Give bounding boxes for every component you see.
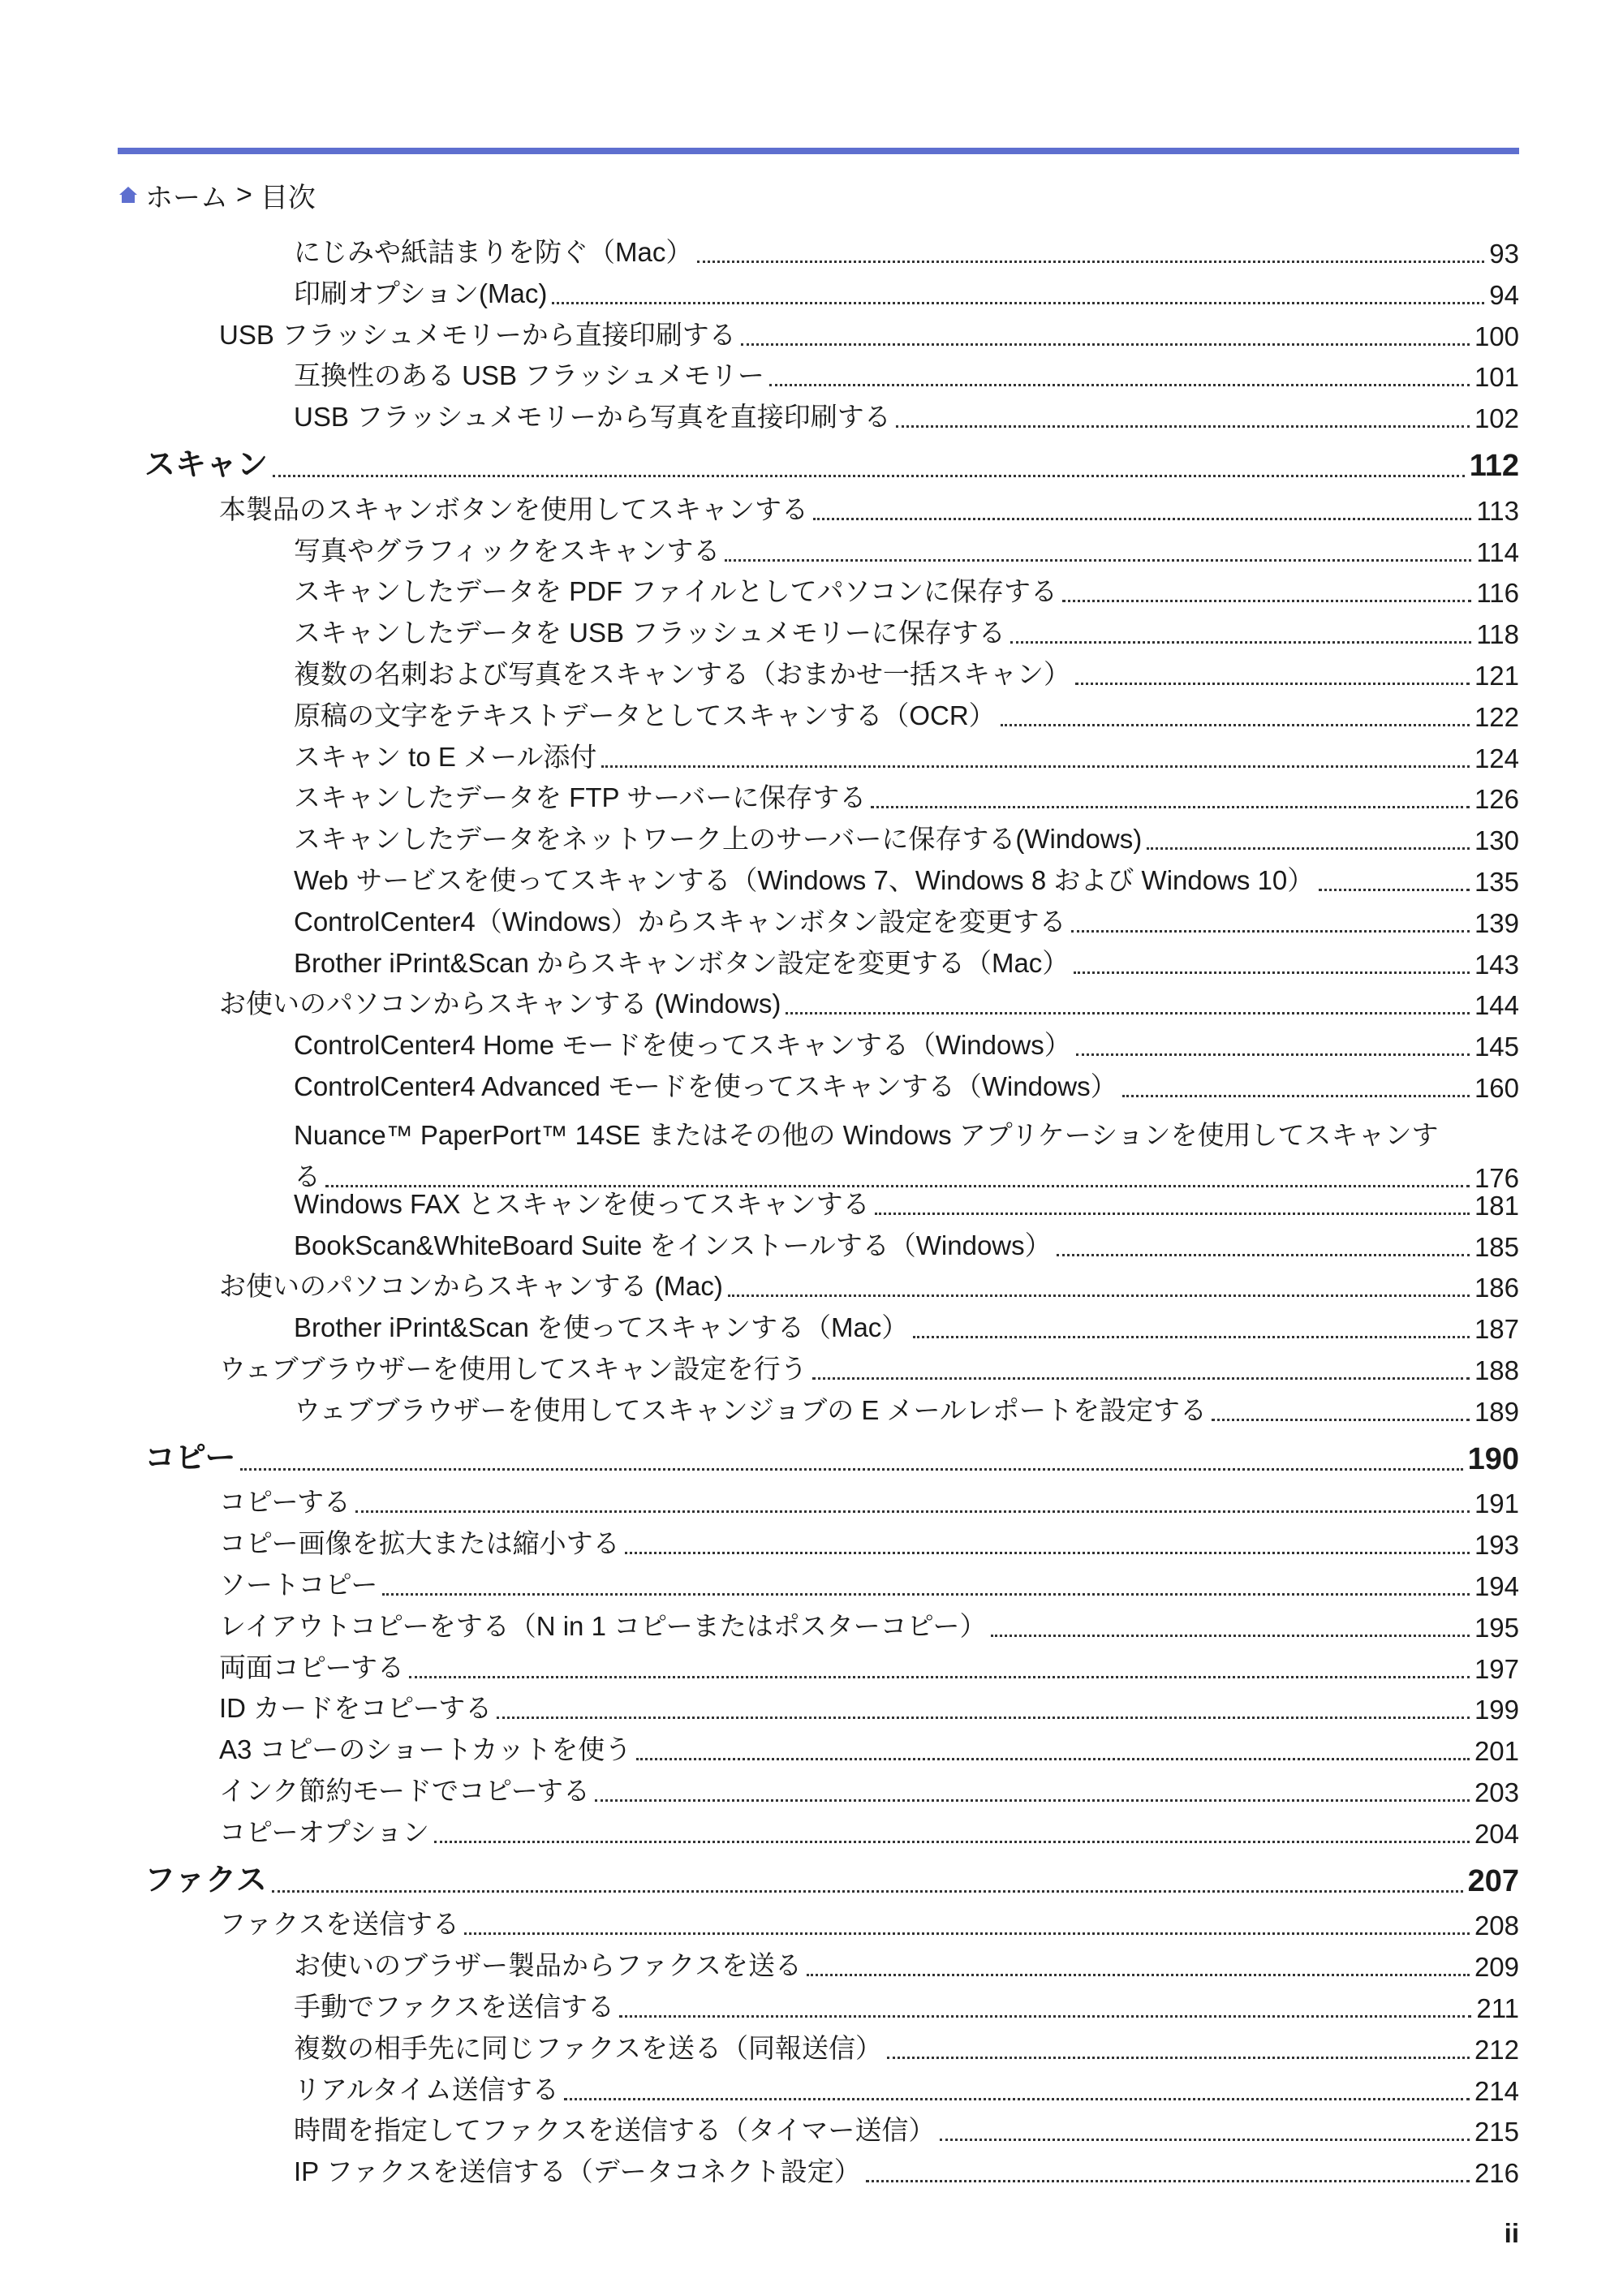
page-number: ii (1504, 2218, 1519, 2248)
dot-leader (625, 1552, 1470, 1554)
toc-entry-page: 116 (1476, 578, 1519, 609)
toc-entry-page: 94 (1489, 279, 1519, 310)
toc-chapter[interactable] (144, 1862, 1519, 1899)
dot-leader (807, 1974, 1470, 1976)
dot-leader (564, 2098, 1470, 2100)
toc-entry-page: 216 (1474, 2158, 1519, 2189)
toc-entry-page: 118 (1476, 619, 1519, 650)
toc-entry-title: スキャン to E メール添付 (294, 741, 597, 772)
toc-entry-page: 214 (1474, 2075, 1519, 2106)
toc-entry[interactable] (294, 1949, 1519, 1983)
toc-entry[interactable] (294, 1990, 1519, 2024)
toc-entry-title: BookScan&WhiteBoard Suite をインストールする（Windows） (294, 1230, 1052, 1260)
header-rule (118, 148, 1519, 154)
dot-leader (619, 2015, 1471, 2018)
toc-entry-page: 126 (1474, 784, 1519, 815)
toc-entry-title: スキャンしたデータを PDF ファイルとしてパソコンに保存する (294, 576, 1058, 607)
toc-entry[interactable] (294, 2031, 1519, 2066)
toc-entry-page: 189 (1474, 1396, 1519, 1427)
toc-entry-title: ウェブブラウザーを使用してスキャン設定を行う (219, 1353, 807, 1384)
breadcrumb-separator: > (236, 179, 252, 210)
toc-entry-title: A3 コピーのショートカットを使う (219, 1734, 632, 1765)
toc-entry[interactable] (294, 359, 1519, 393)
toc-entry[interactable] (219, 987, 1519, 1021)
toc-entry[interactable] (294, 2113, 1519, 2147)
toc-entry-title: Web サービスを使ってスキャンする（Windows 7、Windows 8 および Windows 10） (294, 865, 1315, 895)
toc-entry-page: 160 (1474, 1073, 1519, 1103)
toc-entry-title: にじみや紙詰まりを防ぐ（Mac） (294, 237, 693, 267)
toc-entry-title: 原稿の文字をテキストデータとしてスキャンする（OCR） (294, 700, 996, 730)
toc-entry-page: 215 (1474, 2117, 1519, 2147)
toc-entry-title: Windows FAX とスキャンを使ってスキャンする (294, 1188, 870, 1219)
dot-leader (866, 2180, 1470, 2182)
toc-entry-title: リアルタイム送信する (294, 2074, 559, 2104)
toc-entry[interactable] (294, 781, 1519, 815)
toc-entry-title: 時間を指定してファクスを送信する（タイマー送信） (294, 2115, 936, 2146)
toc-entry[interactable] (294, 1229, 1519, 1263)
toc-entry[interactable] (294, 1070, 1519, 1104)
dot-leader (728, 1294, 1470, 1297)
toc-entry[interactable] (219, 318, 1519, 352)
dot-leader (1319, 889, 1470, 891)
toc-entry-page: 112 (1469, 449, 1519, 483)
toc-entry-title: スキャンしたデータを USB フラッシュメモリーに保存する (294, 618, 1005, 648)
dot-leader (1076, 1053, 1470, 1056)
toc-entry-title: ControlCenter4 Home モードを使ってスキャンする（Windows） (294, 1030, 1071, 1061)
toc-entry[interactable] (294, 1394, 1519, 1428)
toc-entry-title: レイアウトコピーをする（N in 1 コピーまたはポスターコピー） (219, 1610, 987, 1641)
toc-entry-page: 122 (1474, 701, 1519, 732)
toc-entry-title: ファクスを送信する (219, 1909, 460, 1940)
dot-leader (434, 1841, 1470, 1843)
toc-entry[interactable] (219, 1651, 1519, 1685)
toc-entry[interactable] (294, 1311, 1519, 1345)
toc-entry-page: 121 (1474, 661, 1519, 691)
toc-entry-page: 188 (1474, 1355, 1519, 1385)
toc-entry-title: スキャンしたデータをネットワーク上のサーバーに保存する(Windows) (294, 824, 1143, 855)
toc-entry-page: 187 (1474, 1314, 1519, 1345)
toc-entry[interactable] (294, 905, 1519, 939)
toc-entry[interactable] (294, 699, 1519, 733)
toc-entry-title: ソートコピー (219, 1569, 378, 1600)
breadcrumb (118, 177, 316, 213)
toc-entry[interactable] (219, 1907, 1519, 1941)
toc-entry[interactable] (219, 1774, 1519, 1808)
dot-leader (1010, 641, 1472, 644)
toc-entry[interactable] (294, 740, 1519, 774)
toc-entry-title: IP ファクスを送信する（データコネクト設定） (294, 2156, 861, 2187)
toc-entry-page: 194 (1474, 1570, 1519, 1601)
toc-entry[interactable] (219, 1691, 1519, 1725)
toc-entry-title: コピー (144, 1441, 236, 1475)
toc-entry[interactable] (219, 1269, 1519, 1303)
toc-entry-page: 191 (1474, 1488, 1519, 1519)
dot-leader (382, 1593, 1470, 1596)
toc-entry[interactable] (294, 575, 1519, 609)
toc-entry[interactable] (294, 534, 1519, 568)
dot-leader (871, 806, 1470, 808)
dot-leader (769, 384, 1470, 386)
toc-entry[interactable] (294, 277, 1519, 311)
toc-entry-page: 212 (1474, 2034, 1519, 2065)
dot-leader (940, 2139, 1470, 2141)
toc-entry-page: 113 (1476, 495, 1519, 526)
dot-leader (1071, 930, 1470, 933)
dot-leader (786, 1012, 1470, 1014)
toc-entry-page: 100 (1474, 321, 1519, 351)
toc-entry-page: 101 (1474, 362, 1519, 393)
toc-entry-page: 93 (1489, 239, 1519, 269)
toc-entry-title: コピー画像を拡大または縮小する (219, 1528, 620, 1559)
dot-leader (595, 1799, 1470, 1802)
dot-leader (1062, 600, 1471, 602)
toc-entry[interactable] (294, 822, 1519, 856)
dot-leader (812, 1377, 1470, 1380)
dot-leader (552, 302, 1484, 304)
dot-leader (741, 343, 1470, 346)
toc-entry-title: インク節約モードでコピーする (219, 1775, 591, 1806)
toc-entry-title: ファクス (144, 1863, 267, 1898)
dot-leader (913, 1336, 1470, 1338)
toc-entry[interactable] (294, 1028, 1519, 1062)
breadcrumb-current: 目次 (260, 182, 316, 213)
toc-entry-page: 130 (1474, 825, 1519, 856)
toc-entry-title: スキャンしたデータを FTP サーバーに保存する (294, 782, 867, 813)
dot-leader (355, 1510, 1470, 1513)
toc-chapter[interactable] (144, 446, 1519, 484)
toc-entry[interactable] (294, 235, 1519, 269)
toc-entry-title: 複数の名刺および写真をスキャンする（おまかせ一括スキャン） (294, 659, 1070, 689)
dot-leader (409, 1676, 1470, 1678)
toc-entry-title: コピーオプション (219, 1816, 430, 1847)
toc-entry[interactable] (294, 2073, 1519, 2107)
toc-entry-title: スキャン (144, 448, 269, 482)
toc-entry-page: 195 (1474, 1612, 1519, 1643)
toc-entry-page: 144 (1474, 990, 1519, 1021)
toc-entry[interactable] (219, 1609, 1519, 1643)
toc-entry[interactable] (294, 946, 1519, 980)
dot-leader (636, 1758, 1470, 1760)
dot-leader (887, 2057, 1470, 2059)
dot-leader (1057, 1254, 1470, 1256)
dot-leader (1075, 683, 1470, 685)
dot-leader (601, 765, 1470, 768)
dot-leader (725, 559, 1471, 562)
toc-chapter[interactable] (144, 1440, 1519, 1477)
toc-entry[interactable] (219, 1733, 1519, 1767)
dot-leader (1074, 971, 1470, 974)
dot-leader (1001, 724, 1470, 726)
dot-leader (896, 425, 1470, 428)
dot-leader (991, 1635, 1469, 1637)
dot-leader (1212, 1419, 1470, 1421)
toc-entry-title: Brother iPrint&Scan を使ってスキャンする（Mac） (294, 1312, 909, 1343)
toc-entry-page: 176 (1474, 1162, 1519, 1193)
toc-entry-page: 145 (1474, 1032, 1519, 1062)
toc-entry-page: 102 (1474, 403, 1519, 434)
toc-entry-title: Nuance™ PaperPort™ 14SE またはその他の Windows アプリケーションを使用してスキャンす (294, 1119, 1439, 1150)
toc-entry-title: ID カードをコピーする (219, 1693, 493, 1724)
toc-entry-title: 写真やグラフィックをスキャンする (294, 535, 721, 566)
toc-entry-page: 211 (1476, 1992, 1519, 2023)
dot-leader (875, 1213, 1470, 1215)
toc-entry[interactable] (219, 1485, 1519, 1519)
toc-entry-title: 手動でファクスを送信する (294, 1991, 615, 2022)
toc-entry-title: コピーする (219, 1487, 351, 1518)
toc-entry-title: USB フラッシュメモリーから直接印刷する (219, 319, 736, 350)
toc-entry-page: 143 (1474, 949, 1519, 980)
toc-entry-page: 203 (1474, 1777, 1519, 1807)
toc-entry-page: 185 (1474, 1231, 1519, 1262)
toc-entry[interactable] (294, 1114, 1519, 1194)
toc-entry-page: 186 (1474, 1273, 1519, 1303)
dot-leader (272, 1890, 1463, 1893)
toc-entry-page: 207 (1467, 1863, 1519, 1898)
dot-leader (813, 518, 1471, 520)
toc-entry-page: 114 (1476, 536, 1519, 567)
toc-entry-page: 201 (1474, 1736, 1519, 1767)
toc-entry-page: 124 (1474, 743, 1519, 773)
toc-entry-title: Brother iPrint&Scan からスキャンボタン設定を変更する（Mac） (294, 947, 1070, 978)
toc-entry[interactable] (219, 1352, 1519, 1386)
toc-entry[interactable] (219, 1527, 1519, 1561)
toc-entry-title-continued: る (294, 1161, 321, 1191)
toc-entry-title: 本製品のスキャンボタンを使用してスキャンする (219, 493, 808, 524)
dot-leader (273, 475, 1465, 477)
toc-entry[interactable] (294, 2155, 1519, 2189)
dot-leader (464, 1932, 1470, 1935)
toc-entry-title: ControlCenter4 Advanced モードを使ってスキャンする（Windows） (294, 1071, 1117, 1101)
toc-entry-page: 181 (1474, 1190, 1519, 1221)
toc-entry-page: 204 (1474, 1818, 1519, 1849)
toc-entry-title: USB フラッシュメモリーから写真を直接印刷する (294, 402, 891, 433)
toc-entry[interactable] (219, 493, 1519, 527)
toc-entry-title: ウェブブラウザーを使用してスキャンジョブの E メールレポートを設定する (294, 1394, 1208, 1425)
breadcrumb-home-link[interactable]: ホーム (145, 182, 228, 213)
toc-entry[interactable] (294, 657, 1519, 691)
toc-entry-page: 209 (1474, 1952, 1519, 1983)
dot-leader (697, 261, 1484, 263)
toc-entry[interactable] (294, 616, 1519, 650)
toc-entry-page: 208 (1474, 1910, 1519, 1941)
toc-entry-title: 複数の相手先に同じファクスを送る（同報送信） (294, 2032, 883, 2063)
dot-leader (1122, 1095, 1470, 1097)
dot-leader (497, 1717, 1470, 1719)
toc-entry-page: 190 (1467, 1441, 1519, 1476)
toc-entry-page: 135 (1474, 867, 1519, 897)
toc-entry[interactable] (219, 1816, 1519, 1850)
toc-entry-title: ControlCenter4（Windows）からスキャンボタン設定を変更する (294, 906, 1066, 937)
toc-entry-title: お使いのブラザー製品からファクスを送る (294, 1950, 803, 1981)
toc-entry-title: 互換性のある USB フラッシュメモリー (294, 360, 764, 391)
toc-entry-title: 両面コピーする (219, 1652, 405, 1682)
toc-entry-title: お使いのパソコンからスキャンする (Windows) (219, 989, 781, 1019)
toc-entry-page: 139 (1474, 907, 1519, 938)
toc-entry[interactable] (294, 400, 1519, 434)
toc-entry-title: お使いのパソコンからスキャンする (Mac) (219, 1271, 723, 1302)
toc-entry-title: 印刷オプション(Mac) (294, 278, 548, 308)
toc-entry[interactable] (294, 1187, 1519, 1221)
toc-entry-page: 199 (1474, 1695, 1519, 1725)
dot-leader (240, 1468, 1462, 1471)
home-icon[interactable] (118, 184, 139, 205)
dot-leader (1147, 847, 1470, 850)
toc-entry[interactable] (219, 1568, 1519, 1602)
toc-entry[interactable] (294, 864, 1519, 898)
toc-entry-page: 197 (1474, 1653, 1519, 1684)
toc-entry-page: 193 (1474, 1530, 1519, 1561)
